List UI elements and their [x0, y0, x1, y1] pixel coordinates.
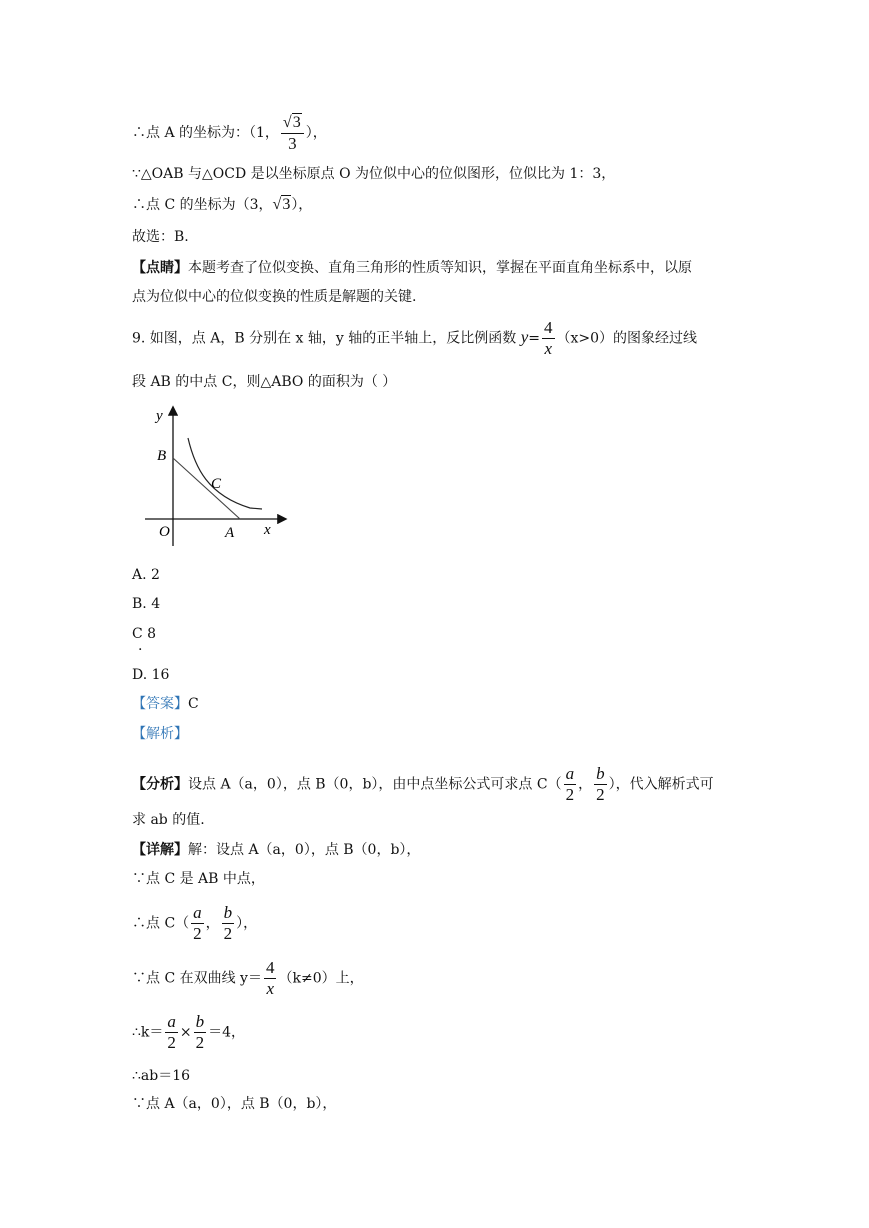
- xiangjie-tag: 【详解】: [132, 842, 188, 858]
- question-9-line-2: 段 AB 的中点 C，则△ABO 的面积为（ ）: [132, 374, 397, 390]
- option-c-dot: .: [138, 638, 143, 654]
- separator: ，: [205, 915, 220, 932]
- option-b: B. 4: [132, 596, 161, 612]
- separator: ，: [578, 776, 593, 793]
- text: ），: [291, 197, 313, 213]
- text: 本题考查了位似变换、直角三角形的性质等知识，掌握在平面直角坐标系中，以原: [188, 260, 692, 276]
- fraction-b-over-2: [222, 903, 235, 944]
- text: （x>0）的图象经过线: [556, 330, 698, 347]
- hyperbola-figure: [140, 400, 290, 550]
- dianjing-tag: 【点睛】: [132, 260, 188, 276]
- denominator: 2: [565, 785, 575, 804]
- fraction-b-over-2: [194, 1012, 207, 1053]
- text: ∴点 C 的坐标为（3，: [132, 197, 273, 213]
- numerator: b: [596, 764, 605, 783]
- denominator: 3: [288, 134, 297, 153]
- step-k-value: [132, 1012, 245, 1053]
- xiangjie-line: [132, 840, 420, 860]
- text: 9. 如图，点 A，B 分别在 x 轴，y 轴的正半轴上，反比例函数: [132, 330, 517, 347]
- fraction-sqrt3-over-3: $\frac{√3}{3}$: [281, 112, 304, 154]
- line-dianjing-2: 点为位似中心的位似变换的性质是解题的关键.: [132, 289, 417, 305]
- text: ∴点 C（: [132, 915, 190, 932]
- numerator: 4: [544, 318, 553, 337]
- numerator: b: [223, 903, 233, 922]
- answer-value: C: [188, 696, 199, 712]
- option-d: D. 16: [132, 667, 170, 683]
- text: ＝4，: [208, 1024, 246, 1041]
- var-y: y: [520, 327, 529, 347]
- denominator: x: [266, 979, 274, 998]
- answer-tag: 【答案】: [132, 696, 188, 712]
- denominator: x: [544, 339, 553, 358]
- text: ），代入解析式可: [608, 776, 714, 793]
- text: 设点 A（a，0），点 B（0，b），由中点坐标公式可求点 C（: [188, 776, 562, 793]
- times: ×: [179, 1024, 192, 1041]
- numerator: 4: [265, 958, 275, 977]
- fraction-4-over-x: [542, 318, 555, 359]
- text: ），: [305, 125, 327, 141]
- label-x: x: [264, 522, 271, 538]
- label-b: B: [157, 448, 167, 464]
- text: （k≠0）上，: [278, 970, 364, 987]
- text: ∵点 C 在双曲线 y＝: [132, 970, 262, 987]
- text: ∴点 A 的坐标为：（1，: [132, 125, 279, 141]
- denominator: 2: [193, 924, 202, 943]
- line-choose-b: 故选：B.: [132, 229, 189, 245]
- fenxi-tag: 【分析】: [132, 776, 188, 793]
- fraction-a-over-2: [165, 1012, 178, 1053]
- line-dianjing: [132, 258, 692, 278]
- step-points: ∵点 A（a，0），点 B（0，b），: [132, 1096, 337, 1112]
- analysis-tag: 【解析】: [132, 726, 188, 742]
- fenxi-line: [132, 764, 714, 805]
- denominator: 2: [195, 1033, 205, 1052]
- label-c: C: [211, 476, 222, 492]
- line-similar: ∵△OAB 与△OCD 是以坐标原点 O 为位似中心的位似图形，位似比为 1：3，: [132, 166, 616, 182]
- hyperbola-curve: [188, 438, 262, 509]
- segment-ab: [173, 458, 240, 519]
- step-ab: ∴ab＝16: [132, 1068, 191, 1084]
- radicand: 3: [292, 114, 301, 131]
- answer-line: [132, 694, 199, 714]
- line-coord-a: [132, 112, 327, 154]
- fraction-4-over-x: [264, 958, 277, 999]
- numerator: b: [195, 1012, 205, 1031]
- line-coord-c: [132, 195, 312, 215]
- radicand: 3: [282, 196, 291, 213]
- text: 解：设点 A（a，0），点 B（0，b），: [188, 842, 421, 858]
- denominator: 2: [223, 924, 233, 943]
- equals: =: [528, 330, 540, 347]
- fenxi-line-2: 求 ab 的值.: [132, 812, 205, 828]
- denominator: 2: [167, 1033, 176, 1052]
- label-a: A: [225, 525, 235, 541]
- numerator: a: [193, 903, 202, 922]
- sqrt-3: √3: [272, 196, 291, 213]
- numerator: a: [167, 1012, 176, 1031]
- option-c: C 8: [132, 626, 157, 642]
- label-o: O: [159, 524, 170, 540]
- step-point-c: [132, 903, 257, 944]
- step-hyperbola: [132, 958, 364, 999]
- label-y: y: [156, 408, 163, 424]
- fraction-a-over-2: [564, 764, 577, 805]
- fraction-b-over-2: [594, 764, 607, 805]
- step-midpoint: ∵点 C 是 AB 中点，: [132, 871, 265, 887]
- text: ∴k＝: [132, 1024, 164, 1041]
- text: ），: [236, 915, 258, 932]
- denominator: 2: [596, 785, 605, 804]
- numerator: a: [565, 764, 575, 783]
- question-9: [132, 318, 697, 359]
- option-a: A. 2: [132, 567, 160, 583]
- fraction-a-over-2: [191, 903, 204, 944]
